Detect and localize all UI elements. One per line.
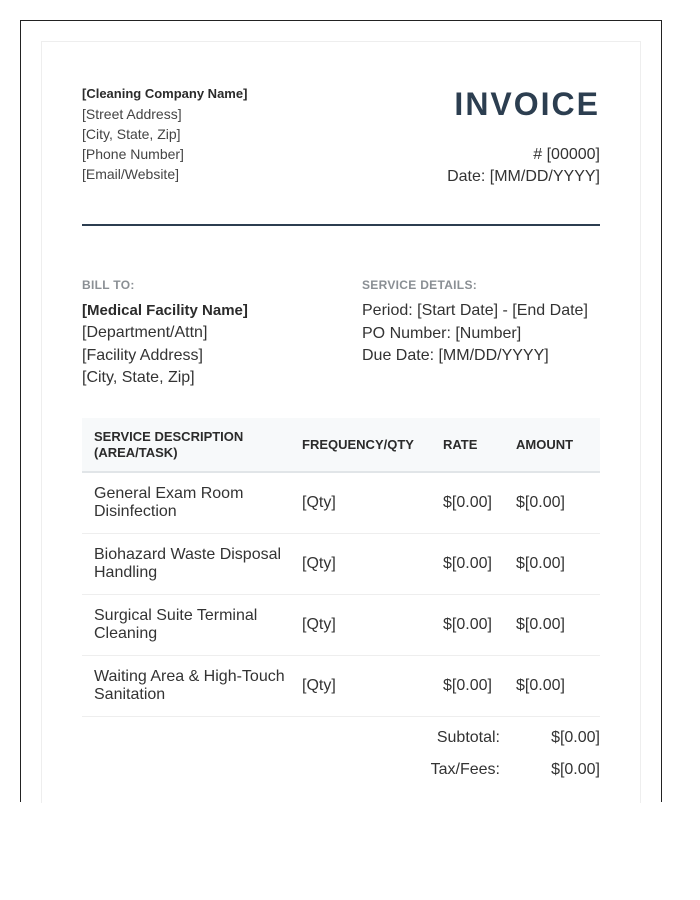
- totals-section: [82, 722, 600, 786]
- row-rate: $[0.00]: [443, 677, 492, 694]
- row-description: Waiting Area & High-Touch Sanitation: [94, 668, 285, 703]
- invoice-title: INVOICE: [454, 86, 600, 122]
- row-amount: $[0.00]: [516, 494, 565, 511]
- facility-address: [Facility Address]: [82, 346, 203, 364]
- service-details-label: SERVICE DETAILS:: [362, 278, 478, 292]
- row-amount: $[0.00]: [516, 677, 565, 694]
- invoice-date: Date: [MM/DD/YYYY]: [447, 168, 600, 185]
- company-info: [82, 84, 342, 184]
- row-description: Biohazard Waste Disposal Handling: [94, 546, 282, 581]
- row-qty: [Qty]: [302, 555, 336, 572]
- invoice-header: [360, 84, 600, 188]
- row-amount: $[0.00]: [516, 555, 565, 572]
- service-table: [82, 418, 600, 717]
- row-description: General Exam Room Disinfection: [94, 485, 244, 520]
- company-name: [Cleaning Company Name]: [82, 86, 248, 101]
- invoice-number: # [00000]: [533, 146, 600, 163]
- tax-row: [82, 754, 600, 786]
- invoice-sheet: [41, 41, 641, 803]
- row-rate: $[0.00]: [443, 494, 492, 511]
- header-amount: AMOUNT: [516, 436, 574, 452]
- company-city: [City, State, Zip]: [82, 126, 181, 142]
- due-date: Due Date: [MM/DD/YYYY]: [362, 347, 549, 364]
- table-row: [82, 656, 600, 717]
- row-qty: [Qty]: [302, 494, 336, 511]
- service-details-section: [362, 278, 600, 368]
- row-amount: $[0.00]: [516, 616, 565, 633]
- row-rate: $[0.00]: [443, 616, 492, 633]
- company-phone: [Phone Number]: [82, 146, 184, 162]
- row-qty: [Qty]: [302, 616, 336, 633]
- bill-to-label: BILL TO:: [82, 278, 135, 292]
- header-qty: FREQUENCY/QTY: [302, 436, 414, 452]
- row-qty: [Qty]: [302, 677, 336, 694]
- table-row: [82, 534, 600, 595]
- subtotal-label: Subtotal:: [436, 729, 500, 746]
- company-street: [Street Address]: [82, 106, 182, 122]
- facility-name: [Medical Facility Name]: [82, 302, 248, 319]
- table-row: [82, 595, 600, 656]
- row-description: Surgical Suite Terminal Cleaning: [94, 607, 258, 642]
- service-period: Period: [Start Date] - [End Date]: [362, 302, 588, 319]
- header-description: SERVICE DESCRIPTION (AREA/TASK): [94, 428, 244, 460]
- po-number: PO Number: [Number]: [362, 324, 522, 342]
- header-rate: RATE: [443, 436, 478, 452]
- header-divider: [82, 224, 600, 226]
- document-frame: [20, 20, 662, 802]
- row-rate: $[0.00]: [443, 555, 492, 572]
- subtotal-value: $[0.00]: [551, 729, 600, 746]
- table-header: [82, 418, 600, 473]
- tax-label: Tax/Fees:: [430, 761, 500, 778]
- company-email: [Email/Website]: [82, 166, 179, 182]
- subtotal-row: [82, 722, 600, 754]
- facility-city: [City, State, Zip]: [82, 369, 195, 386]
- bill-to-section: [82, 278, 352, 390]
- table-row: [82, 473, 600, 534]
- tax-value: $[0.00]: [551, 761, 600, 778]
- facility-department: [Department/Attn]: [82, 324, 208, 341]
